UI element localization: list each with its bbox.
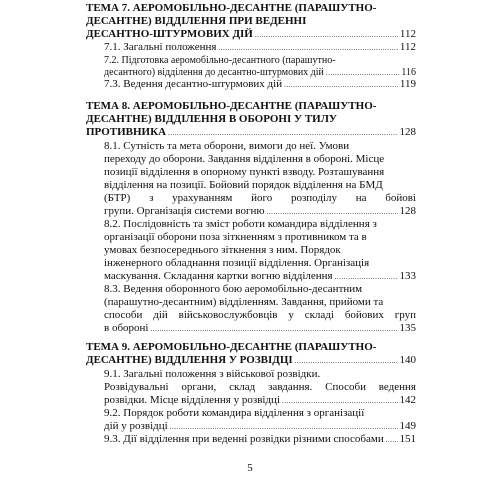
toc-entry-text: 7.1. Загальні положення	[104, 41, 217, 53]
topic-9-title-text: ДЕСАНТНЕ) ВІДДІЛЕННЯ У РОЗВІДЦІ	[86, 354, 293, 366]
toc-entry-8-1-line-3: позиції відділення в опорному пункті взводу. Розташування	[104, 166, 385, 178]
toc-entry-7-2-line-1: 7.2. Підготовка аеромобільно-десантного (парашутно-	[104, 55, 336, 66]
leader-dots	[168, 126, 397, 139]
toc-entry-page: 133	[399, 270, 416, 282]
topic-9-title-line-1: ТЕМА 9. АЕРОМОБІЛЬНО-ДЕСАНТНЕ (ПАРАШУТНО-	[86, 341, 377, 353]
toc-entry-page: 135	[399, 322, 416, 334]
toc-entry-9-2-line-1: 9.2. Порядок роботи командира відділення з організації	[104, 407, 365, 419]
toc-entry-text: групи. Організація системи вогню	[104, 205, 265, 217]
toc-entry-9-1-line-1: 9.1. Загальні положення з військової розвідки.	[104, 368, 321, 380]
leader-dots	[170, 420, 398, 433]
toc-entry-8-1-line-1: 8.1. Сутність та мета оборони, вимоги до неї. Умови	[104, 140, 350, 152]
toc-entry-text: в обороні	[104, 322, 149, 334]
leader-dots	[282, 394, 398, 407]
leader-dots	[335, 270, 398, 283]
toc-entry-text: 7.3. Ведення десантно-штурмових дій	[104, 78, 283, 90]
leader-dots	[295, 354, 398, 367]
topic-8-title-text: ПРОТИВНИКА	[86, 126, 167, 138]
toc-entry-text: 9.3. Дії відділення при веденні розвідки різними способами	[104, 433, 384, 445]
toc-entry-page: 116	[401, 67, 416, 78]
toc-entry-9-2[interactable]	[104, 420, 416, 433]
toc-entry-8-3-line-2: (парашутно-десантним) відділенням. Завдання, прийоми та	[104, 296, 384, 308]
toc-entry-8-2-line-2: організації оборони поза зіткненням з противником та в	[104, 231, 367, 243]
toc-entry-page: 142	[399, 394, 416, 406]
toc-entry-8-2-line-3: умовах безпосереднього зіткнення з ним. Порядок	[104, 244, 341, 256]
toc-entry-7-3[interactable]	[104, 78, 416, 91]
toc-entry-page: 128	[399, 205, 416, 217]
leader-dots	[284, 78, 398, 91]
toc-entry-8-2-line-1: 8.2. Послідовність та зміст роботи командира відділення з	[104, 218, 377, 230]
topic-8-title-line-3[interactable]	[86, 126, 416, 139]
topic-7-page: 112	[399, 28, 416, 40]
toc-entry-8-1-line-2: переходу до оборони. Завдання відділення в обороні. Місце	[104, 153, 385, 165]
topic-9-title-line-2[interactable]	[86, 354, 416, 367]
toc-entry-8-3-line-3: способи дій військовослужбовців у складі бойових груп	[104, 309, 416, 321]
leader-dots	[150, 322, 397, 335]
topic-7-title-line-3[interactable]	[86, 28, 416, 41]
toc-entry-page: 149	[399, 420, 416, 432]
leader-dots	[386, 433, 398, 446]
topic-8-title-line-1: ТЕМА 8. АЕРОМОБІЛЬНО-ДЕСАНТНЕ (ПАРАШУТНО-	[86, 100, 377, 112]
toc-entry-8-1[interactable]	[104, 205, 416, 218]
topic-9-page: 140	[399, 354, 416, 366]
toc-entry-9-1[interactable]	[104, 394, 416, 407]
toc-entry-page: 112	[399, 41, 416, 53]
toc-entry-8-3-line-1: 8.3. Ведення оборонного бою аеромобільно-десантним	[104, 283, 363, 295]
toc-entry-text: дій у розвідці	[104, 420, 168, 432]
toc-entry-9-3[interactable]	[104, 433, 416, 446]
toc-entry-text: маскування. Складання картки вогню відділення	[104, 270, 333, 282]
page-number: 5	[247, 462, 253, 474]
toc-entry-text: десантного) відділення до десантно-штурмових дій	[104, 67, 324, 78]
toc-entry-8-1-line-4: відділення на позиції. Бойовий порядок відділення на БМД	[104, 179, 383, 191]
topic-7-title-line-1: ТЕМА 7. АЕРОМОБІЛЬНО-ДЕСАНТНЕ (ПАРАШУТНО-	[86, 2, 377, 14]
toc-entry-7-1[interactable]	[104, 41, 416, 54]
toc-entry-9-1-line-2: Розвідувальні органи, склад завдання. Способи ведення	[104, 381, 416, 393]
toc-entry-page: 119	[399, 78, 416, 90]
toc-entry-8-3[interactable]	[104, 322, 416, 335]
topic-7-title-line-2: ДЕСАНТНЕ) ВІДДІЛЕННЯ ПРИ ВЕДЕННІ	[86, 15, 307, 27]
leader-dots	[255, 28, 398, 41]
toc-entry-8-2[interactable]	[104, 270, 416, 283]
leader-dots	[267, 205, 398, 218]
leader-dots	[218, 41, 397, 54]
topic-8-title-line-2: ДЕСАНТНЕ) ВІДДІЛЕННЯ В ОБОРОНІ У ТИЛУ	[86, 113, 337, 125]
topic-8-page: 128	[399, 126, 416, 138]
toc-entry-8-2-line-4: інженерного обладнання позиції відділення. Організація	[104, 257, 370, 269]
toc-entry-text: розвідки. Місце відділення у розвідці	[104, 394, 280, 406]
toc-entry-8-1-line-5: (БТР) з урахуванням його розподілу на бойові	[104, 192, 416, 204]
toc-entry-page: 151	[399, 433, 416, 445]
topic-7-title-text: ДЕСАНТНО-ШТУРМОВИХ ДІЙ	[86, 28, 253, 40]
